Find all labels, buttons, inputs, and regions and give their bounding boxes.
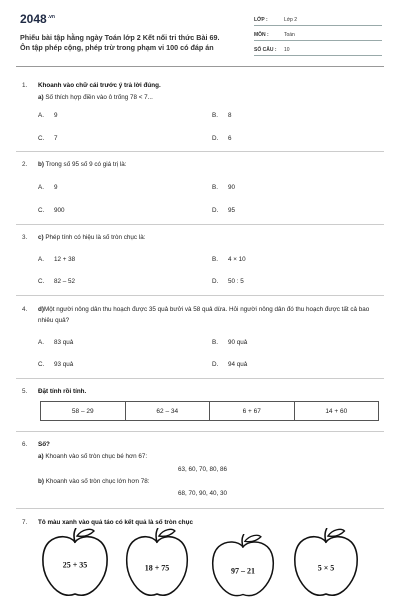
calculation-cell[interactable]: 6 + 67 — [210, 402, 295, 420]
subject-value: Toán — [284, 32, 295, 38]
option-c[interactable]: C. 82 – 52 — [38, 278, 76, 285]
class-value: Lớp 2 — [284, 17, 298, 23]
calculation-cell[interactable]: 62 – 34 — [126, 402, 211, 420]
question-divider — [16, 378, 384, 379]
logo: $2048^{.vn}$ — [20, 12, 55, 26]
question-2-number: 2. — [22, 161, 28, 168]
calculation-cell[interactable]: 14 + 60 — [325, 407, 348, 415]
number-list-b[interactable]: 68, 70, 90, 40, 30 — [178, 490, 228, 497]
option-a[interactable]: A. 9 — [38, 112, 58, 119]
question-6-title: Số? — [38, 441, 50, 448]
option-d[interactable]: D. 6 — [212, 135, 232, 142]
header-divider — [16, 66, 384, 67]
question-6a-text: a) Khoanh vào số tròn chục bé hơn 67: — [38, 453, 148, 460]
question-count-label: SỐ CÂU : — [254, 47, 277, 53]
option-d[interactable]: D. 95 — [212, 207, 236, 214]
subject-line — [254, 40, 382, 41]
option-b[interactable]: B. 90 quả — [212, 339, 248, 346]
option-c[interactable]: C. 7 — [38, 135, 58, 142]
question-divider — [16, 151, 384, 152]
question-4-text: d)Một người nông dân thu hoạch được 35 quả bưởi và 58 quả dừa. Hỏi người nông dân đó thu hoạch được tất cả bao nhiêu quả? — [38, 306, 370, 324]
apple-expression: 97 – 21 — [231, 566, 255, 576]
question-count-value: 10 — [284, 47, 290, 53]
question-1-text: a) Số thích hợp điền vào ô trống 78 < 7... — [38, 94, 153, 101]
question-1-number: 1. — [22, 82, 28, 89]
question-divider — [16, 224, 384, 225]
question-divider — [16, 295, 384, 296]
question-divider — [16, 508, 384, 509]
apple-expression: 5 × 5 — [317, 563, 335, 573]
question-3-text: c) Phép tính có hiệu là số tròn chục là: — [38, 234, 146, 241]
question-count-line — [254, 55, 382, 56]
worksheet-title-line-2: Ôn tập phép cộng, phép trừ trong phạm vi 100 có đáp án — [20, 43, 214, 52]
number-list-a[interactable]: 63, 60, 70, 80, 86 — [178, 466, 228, 473]
worksheet-title-line-1: Phiếu bài tập hằng ngày Toán lớp 2 Kết nối tri thức Bài 69. — [20, 33, 220, 42]
question-3-number: 3. — [22, 234, 28, 241]
question-5-title: Đặt tính rồi tính. — [38, 388, 87, 395]
option-c[interactable]: C. 93 quả — [38, 361, 74, 368]
option-a[interactable]: A. 12 + 38 — [38, 256, 76, 263]
class-label: LỚP : — [254, 17, 268, 23]
option-d[interactable]: D. 50 : 5 — [212, 278, 244, 285]
option-b[interactable]: B. 4 × 10 — [212, 256, 246, 263]
question-6b-text: b) Khoanh vào số tròn chục lớn hơn 78: — [38, 478, 150, 485]
calculation-table — [40, 401, 379, 421]
option-c[interactable]: C. 900 — [38, 207, 65, 214]
calculation-cell[interactable]: 58 – 29 — [41, 402, 126, 420]
option-a[interactable]: A. 83 quả — [38, 339, 74, 346]
apple-expression: 18 + 75 — [144, 563, 170, 573]
question-6-number: 6. — [22, 441, 28, 448]
option-b[interactable]: B. 8 — [212, 112, 232, 119]
option-a[interactable]: A. 9 — [38, 184, 58, 191]
question-1-title: Khoanh vào chữ cái trước ý trả lời đúng. — [38, 82, 161, 89]
question-4-number: 4. — [22, 306, 28, 313]
option-b[interactable]: B. 90 — [212, 184, 236, 191]
question-divider — [16, 431, 384, 432]
subject-label: MÔN : — [254, 32, 269, 38]
option-d[interactable]: D. 94 quả — [212, 361, 248, 368]
class-line — [254, 25, 382, 26]
question-7-title: Tô màu xanh vào quả táo có kết quả là số tròn chục — [38, 519, 194, 526]
question-7-number: 7. — [22, 519, 28, 526]
question-5-number: 5. — [22, 388, 28, 395]
apple-expression: 25 + 35 — [62, 560, 88, 570]
question-2-text: b) Trong số 95 số 9 có giá trị là: — [38, 161, 127, 168]
